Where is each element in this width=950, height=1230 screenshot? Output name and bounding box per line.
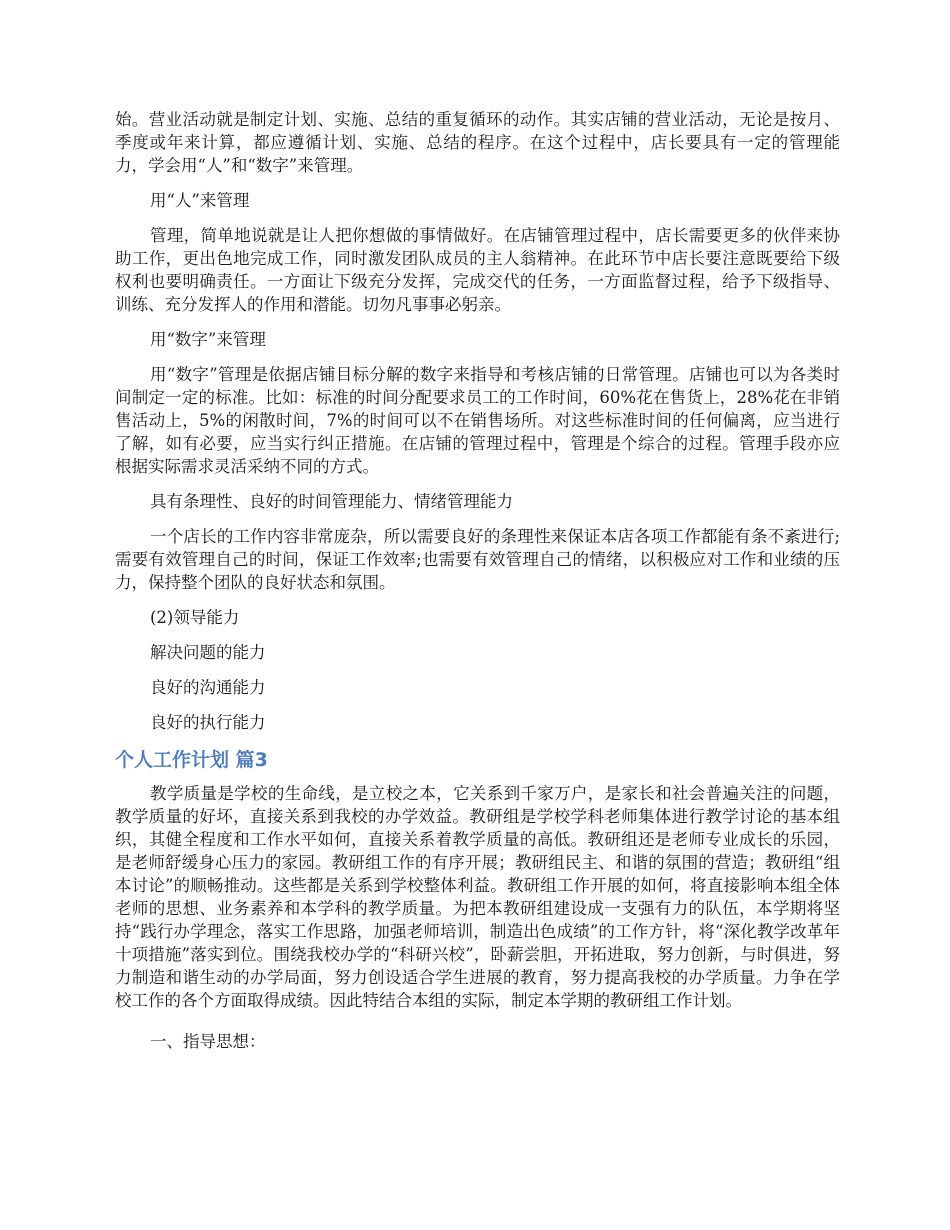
section-title: 个人工作计划 篇3 (115, 749, 268, 771)
paragraph-teaching-quality: 教学质量是学校的生命线，是立校之本，它关系到千家万户，是家长和社会普遍关注的问题，教学质量的好坏，直接关系到我校的办学效益。教研组是学校学科老师集体进行教学讨论的基本组织，其健全程度和工作水平如何，直接关系着教学质量的高低。教研组还是老师专业成长的乐园，是老师舒缓身心压力的家园。教研组工作的有序开展；教研组民主、和谐的氛围的营造；教研组“组本讨论”的顺畅推动。这些都是关系到学校整体利益。教研组工作开展的如何，将直接影响本组全体老师的思想、业务素养和本学科的教学质量。为把本教研组建设成一支强有力的队伍，本学期将坚持“践行办学理念，落实工作思路，加强老师培训，制造出色成绩”的工作方针，将“深化教学改革年十项措施”落实到位。围绕我校办学的“科研兴校”，卧薪尝胆，开拓进取，努力创新，与时俱进，努力制造和谐生动的办学局面，努力创设适合学生进展的教育，努力提高我校的办学质量。力争在学校工作的各个方面取得成绩。因此特结合本组的实际，制定本学期的教研组工作计划。 (115, 784, 840, 1010)
paragraph-people-management: 管理，简单地说就是让人把你想做的事情做好。在店铺管理过程中，店长需要更多的伙伴来协助工作，更出色地完成工作，同时激发团队成员的主人翁精神。在此环节中店长要注意既要给下级权利也要明确责任。一方面让下级充分发挥，完成交代的任务，一方面监督过程，给予下级指导、训练、充分发挥人的作用和潜能。切勿凡事事必躬亲。 (115, 226, 840, 314)
item-communication: 良好的沟通能力 (150, 678, 266, 697)
paragraph-time-management: 一个店长的工作内容非常庞杂，所以需要良好的条理性来保证本店各项工作都能有条不紊进行;需要有效管理自己的时间，保证工作效率;也需要有效管理自己的情绪，以积极应对工作和业绩的压力，保持整个团队的良好状态和氛围。 (115, 527, 840, 592)
paragraph-number-management: 用“数字”管理是依据店铺目标分解的数字来指导和考核店铺的日常管理。店铺也可以为各类时间制定一定的标准。比如：标准的时间分配要求员工的工作时间，60%花在售货上，28%花在非销售活动上，5%的闲散时间，7%的时间可以不在销售场所。对这些标准时间的任何偏离，应当进行了解，如有必要，应当实行纠正措施。在店铺的管理过程中，管理是个综合的过程。管理手段亦应根据实际需求灵活采纳不同的方式。 (115, 365, 840, 476)
subheading-number-management: 用“数字”来管理 (150, 330, 266, 349)
subheading-leadership: (2)领导能力 (150, 608, 240, 627)
item-execution: 良好的执行能力 (150, 713, 266, 732)
paragraph-intro: 始。营业活动就是制定计划、实施、总结的重复循环的动作。其实店铺的营业活动，无论是按月、季度或年来计算，都应遵循计划、实施、总结的程序。在这个过程中，店长要具有一定的管理能力，学会用“人”和“数字”来管理。 (115, 110, 840, 175)
document-page (115, 108, 840, 1065)
item-problem-solving: 解决问题的能力 (150, 643, 266, 662)
subheading-time-management: 具有条理性、良好的时间管理能力、情绪管理能力 (150, 492, 513, 511)
subheading-people-management: 用“人”来管理 (150, 191, 250, 210)
subheading-guiding-ideology: 一、指导思想： (150, 1032, 266, 1051)
